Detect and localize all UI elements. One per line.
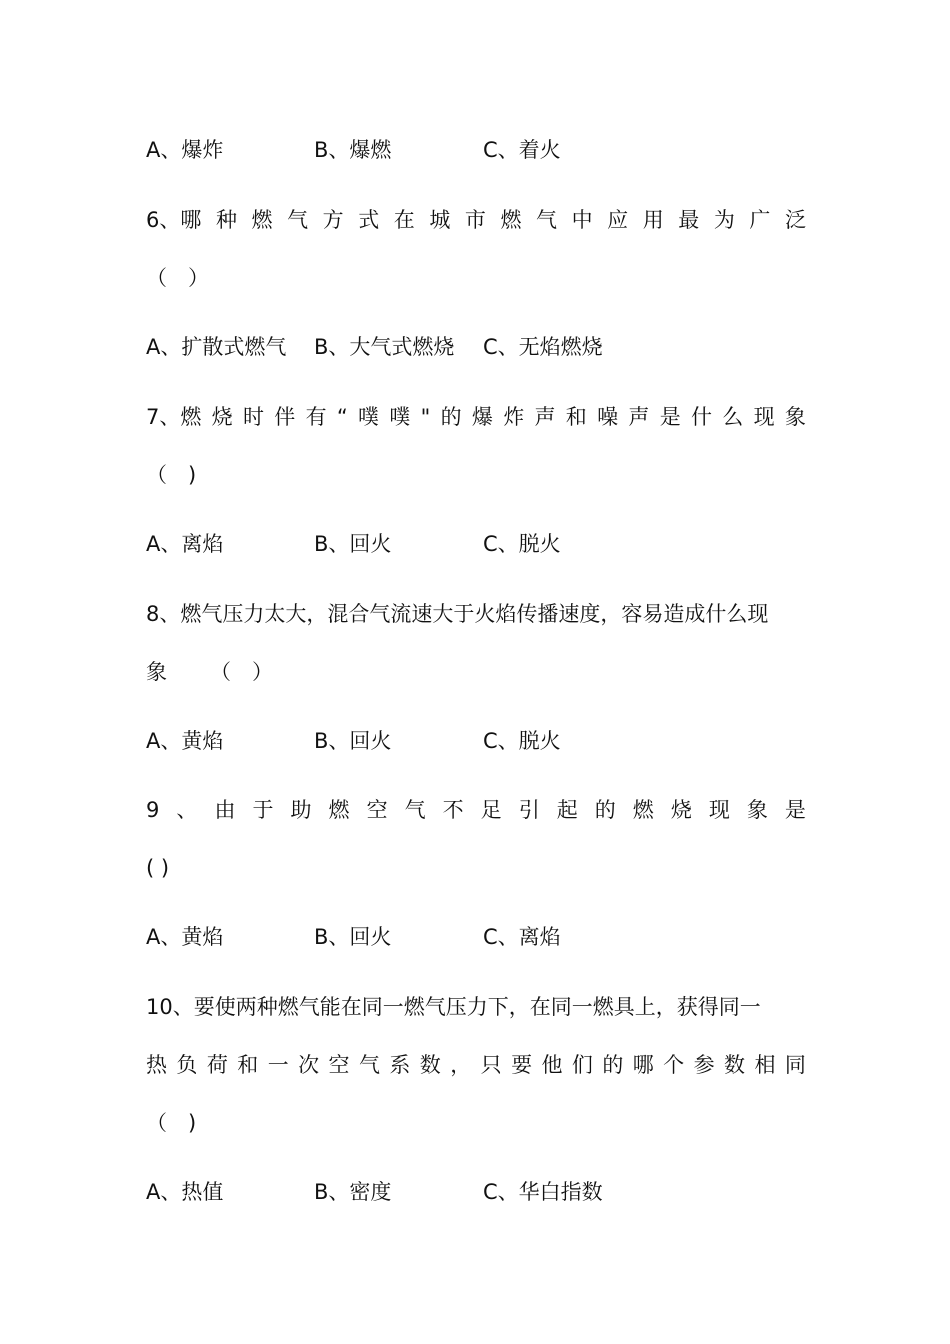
option-b: B、大气式燃烧: [314, 335, 455, 359]
question-10-line-2: 热 负 荷 和 一 次 空 气 系 数 ， 只 要 他 们 的 哪 个 参 数 相 同: [146, 1053, 806, 1077]
option-a: A、黄焰: [146, 925, 224, 949]
option-b: B、回火: [314, 729, 392, 753]
question-8-line-2: 象 （ ）: [146, 657, 806, 687]
option-a: A、黄焰: [146, 729, 224, 753]
option-a: A、热值: [146, 1180, 224, 1204]
option-c: C、华白指数: [483, 1180, 603, 1204]
option-b: B、回火: [314, 925, 392, 949]
question-8-answer-blank: （ ）: [210, 660, 273, 684]
q10-options: [146, 1177, 806, 1207]
option-a: A、爆炸: [146, 138, 224, 162]
q5-options: [146, 135, 806, 165]
option-b: B、密度: [314, 1180, 392, 1204]
question-6-text: 6、哪 种 燃 气 方 式 在 城 市 燃 气 中 应 用 最 为 广 泛: [146, 208, 806, 232]
option-c: C、脱火: [483, 532, 561, 556]
question-6-answer-blank: （ ）: [146, 266, 209, 290]
q7-options: [146, 529, 806, 559]
question-7-answer-blank: （ ): [146, 463, 197, 487]
question-9-text: 9 、 由 于 助 燃 空 气 不 足 引 起 的 燃 烧 现 象 是: [146, 798, 806, 822]
option-c: C、无焰燃烧: [483, 335, 603, 359]
question-8-text: 8、燃气压力太大，混合气流速大于火焰传播速度，容易造成什么现: [146, 602, 769, 626]
option-b: B、爆燃: [314, 138, 392, 162]
q8-options: [146, 726, 806, 756]
option-c: C、离焰: [483, 925, 561, 949]
option-a: A、离焰: [146, 532, 224, 556]
question-9-answer-blank: ( ): [146, 856, 170, 880]
option-c: C、脱火: [483, 729, 561, 753]
option-c: C、着火: [483, 138, 561, 162]
question-7-text: 7、燃 烧 时 伴 有 “ 噗 噗 " 的 爆 炸 声 和 噪 声 是 什 么 现 象: [146, 405, 806, 429]
q6-options: [146, 332, 806, 362]
option-a: A、扩散式燃气: [146, 335, 287, 359]
q9-options: [146, 922, 806, 952]
question-10-text: 10、要使两种燃气能在同一燃气压力下，在同一燃具上，获得同一: [146, 995, 761, 1019]
option-b: B、回火: [314, 532, 392, 556]
question-10-answer-blank: （ ): [146, 1111, 197, 1135]
